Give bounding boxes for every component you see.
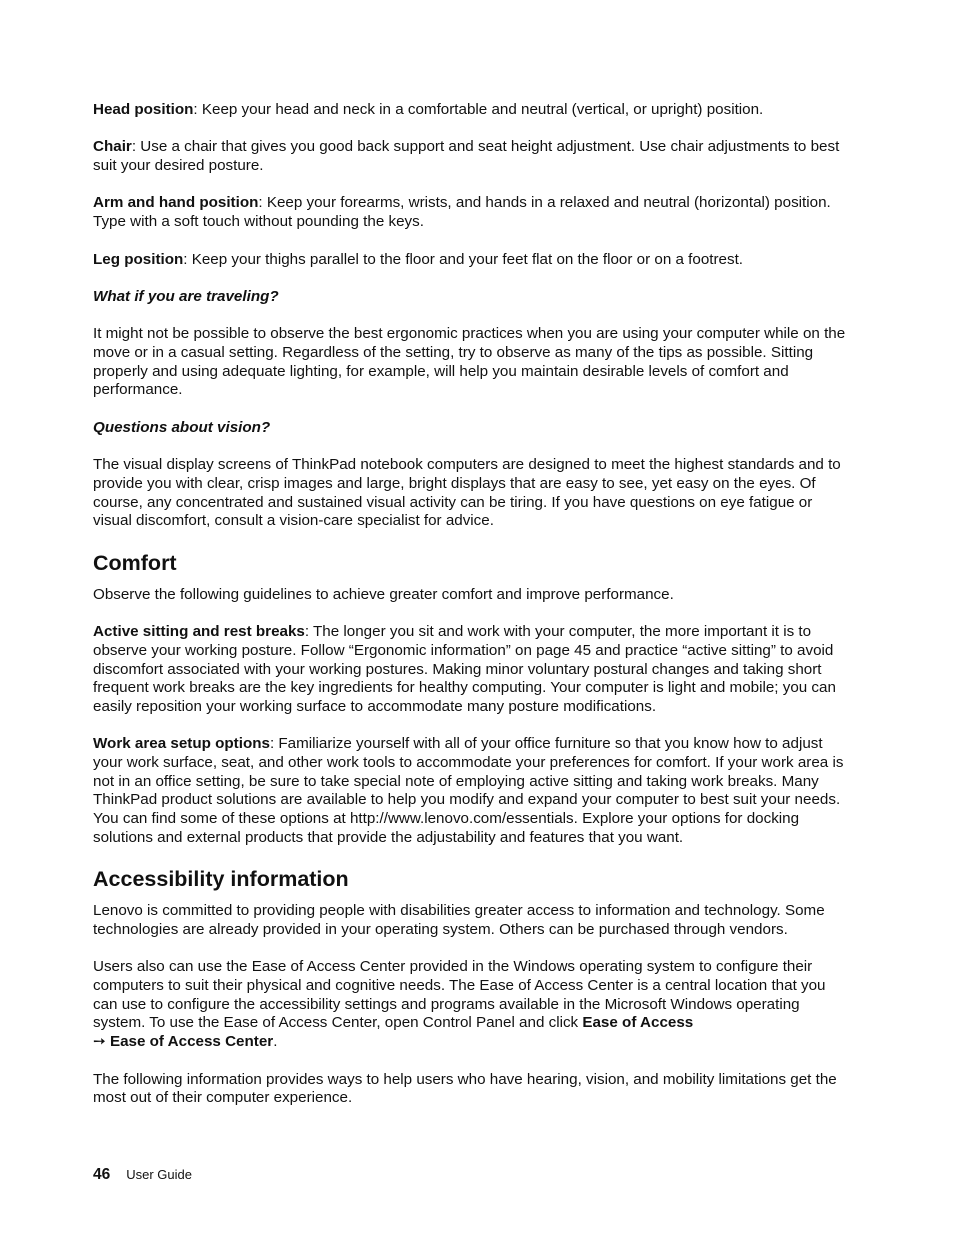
active-sitting-paragraph <box>93 623 853 717</box>
traveling-heading: What if you are traveling? <box>93 287 279 305</box>
limitations-paragraph: The following information provides ways to help users who have hearing, vision, and mobility limitations get the most out of their computer experience. <box>93 1070 837 1107</box>
active-sitting-text: : The longer you sit and work with your computer, the more important it is to observe your working posture. Follow “Ergonomic information” on page 45 and practice “active sitting” to avoid discomfort associated with your working postures. Making minor voluntary postural changes and taking short frequent work breaks are the key ingredients for healthy computing. Your computer is light and mobile; you can easily reposition your working surface to accommodate many posture modifications. <box>93 623 836 715</box>
arrow-icon: ➙ <box>93 1033 106 1051</box>
work-area-text: : Familiarize yourself with all of your office furniture so that you know how to adjust your work surface, seat, and other work tools to accommodate your preferences for comfort. If your work area is not in an office setting, be sure to take special note of employing active sitting and taking work breaks. Many ThinkPad product solutions are available to help you modify and expand your computer to best suit your needs. You can find some of these options at http://www.lenovo.com/essentials. Explore your options for docking solutions and external products that provide the adjustability and features that you want. <box>93 735 844 846</box>
accessibility-intro: Lenovo is committed to providing people with disabilities greater access to information and technology. Some technologies are already provided in your operating system. Others can be purchased through vendors. <box>93 902 825 938</box>
ease-of-access-paragraph <box>93 958 853 1052</box>
ease-of-access-link: Ease of Access <box>582 1014 694 1032</box>
arm-hand-paragraph <box>93 194 853 231</box>
work-area-term: Work area setup options <box>93 735 270 753</box>
accessibility-heading: Accessibility information <box>93 867 349 892</box>
ease-of-access-center-link: Ease of Access Center <box>109 1033 274 1051</box>
chair-term: Chair <box>93 138 132 156</box>
ease-of-access-text: Users also can use the Ease of Access Center provided in the Windows operating system to configure their computers to suit their physical and cognitive needs. The Ease of Access Center is a central location that you can use to configure the accessibility settings and programs available in the Microsoft Windows operating system. To use the Ease of Access Center, open Control Panel and click <box>93 958 826 1032</box>
vision-heading: Questions about vision? <box>93 418 271 436</box>
work-area-paragraph <box>93 735 853 847</box>
chair-paragraph <box>93 138 853 175</box>
leg-position-text: : Keep your thighs parallel to the floor and your feet flat on the floor or on a footrest. <box>183 250 744 268</box>
vision-paragraph: The visual display screens of ThinkPad notebook computers are designed to meet the highest standards and to provide you with clear, crisp images and large, bright displays that are easy to see, yet easy on the eyes. Of course, any concentrated and sustained visual activity can be tiring. If you have questions on eye fatigue or visual discomfort, consult a vision-care specialist for advice. <box>93 456 841 530</box>
ease-of-access-end: . <box>273 1033 278 1051</box>
guide-title: User Guide <box>126 1167 192 1182</box>
leg-position-paragraph <box>93 251 853 270</box>
comfort-intro: Observe the following guidelines to achieve greater comfort and improve performance. <box>93 585 674 603</box>
traveling-paragraph: It might not be possible to observe the best ergonomic practices when you are using your computer while on the move or in a casual setting. Regardless of the setting, try to observe as many of the tips as possible. Sitting properly and using adequate lighting, for example, will help you maintain desirable levels of comfort and performance. <box>93 325 846 399</box>
chair-text: : Use a chair that gives you good back support and seat height adjustment. Use chair adjustments to best suit your desired posture. <box>93 138 840 175</box>
comfort-heading: Comfort <box>93 550 177 575</box>
page-footer <box>93 1165 192 1185</box>
leg-position-term: Leg position <box>93 250 184 268</box>
active-sitting-term: Active sitting and rest breaks <box>93 623 305 641</box>
head-position-text: : Keep your head and neck in a comfortable and neutral (vertical, or upright) position. <box>193 101 764 118</box>
page-number: 46 <box>93 1166 111 1183</box>
head-position-term: Head position <box>93 101 194 118</box>
page-content <box>93 101 853 1127</box>
arm-hand-term: Arm and hand position <box>93 194 259 212</box>
arm-hand-text: : Keep your forearms, wrists, and hands in a relaxed and neutral (horizontal) position. Type with a soft touch without pounding the keys. <box>93 194 831 231</box>
head-position-paragraph <box>93 101 853 120</box>
